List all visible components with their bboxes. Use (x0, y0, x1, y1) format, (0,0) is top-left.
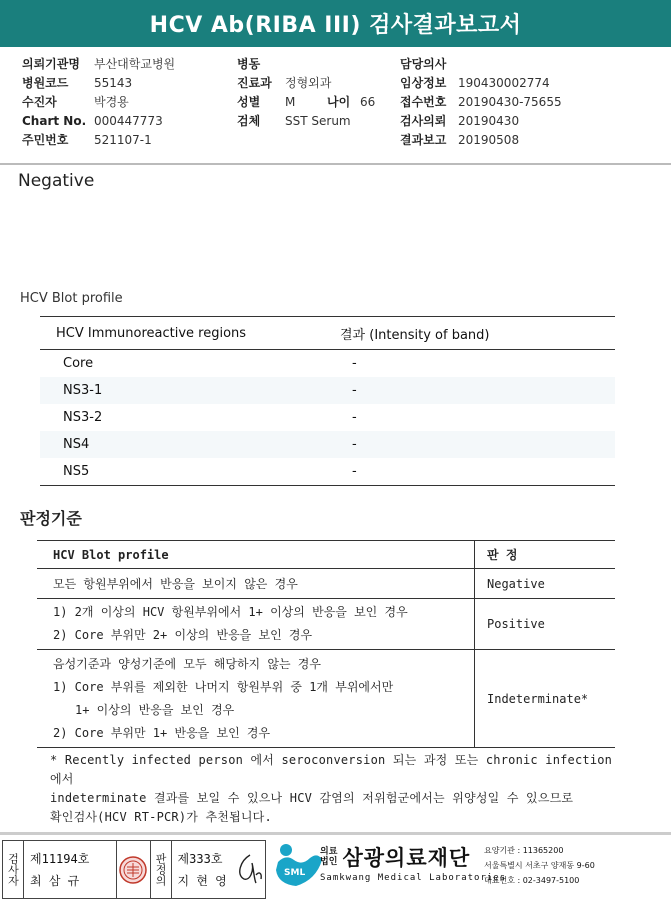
blot-profile-title: HCV Blot profile (20, 291, 123, 306)
table-row (40, 431, 615, 458)
criteria-line: 1+ 이상의 반응을 보인 경우 (75, 702, 235, 717)
confirmer-info (172, 841, 265, 898)
value-specimen: SST Serum (285, 114, 351, 128)
region-cell: Core (63, 356, 94, 371)
criteria-judgement: Indeterminate* (475, 650, 616, 748)
region-cell: NS3-1 (63, 383, 103, 398)
org-name: 삼광의료재단 (342, 846, 471, 870)
footer-divider (0, 832, 671, 835)
criteria-line: 음성기준과 양성기준에 모두 해당하지 않는 경우 (53, 656, 321, 671)
criteria-text (37, 650, 475, 748)
value-age: 66 (360, 95, 376, 109)
signature-box (2, 840, 266, 899)
criteria-line: 1) 2개 이상의 HCV 항원부위에서 1+ 이상의 반응을 보인 경우 (53, 605, 408, 619)
patient-info-col3 (400, 55, 562, 150)
org-english-name: Samkwang Medical Laboratories (320, 873, 507, 883)
report-title: HCV Ab(RIBA III) 검사결과보고서 (149, 13, 522, 38)
value-receipt-no: 20190430-75655 (458, 95, 562, 109)
header-regions: HCV Immunoreactive regions (56, 325, 247, 341)
region-cell: NS5 (63, 464, 90, 479)
org-prefix-line1: 의료 (320, 847, 338, 857)
org-prefix-line2: 법인 (320, 857, 338, 867)
value-hospital-code: 55143 (94, 76, 133, 90)
handwritten-signature-icon (232, 849, 266, 889)
criteria-table (37, 540, 615, 748)
value-institution: 부산대학교병원 (94, 57, 176, 71)
criteria-title: 판정기준 (20, 509, 82, 528)
label-clinical-info: 임상정보 (400, 76, 447, 90)
criteria-row-positive (37, 599, 615, 650)
confirmer-name: 지 현 영 (177, 873, 227, 888)
label-doctor: 담당의사 (400, 57, 447, 71)
footnote (50, 751, 620, 827)
table-row (40, 377, 615, 404)
criteria-header-row (37, 541, 615, 569)
criteria-row-indeterminate (37, 650, 615, 748)
value-sex: M (285, 95, 296, 109)
label-age: 나이 (327, 95, 351, 109)
label-resident-no: 주민번호 (22, 133, 69, 147)
criteria-row-negative (37, 569, 615, 599)
value-chart-no: 000447773 (94, 114, 163, 128)
criteria-header-judgement: 판 정 (475, 541, 616, 569)
label-specimen: 검체 (237, 114, 261, 128)
blot-table-body (40, 350, 615, 486)
footnote-line: 확인검사(HCV RT-PCR)가 추천됩니다. (50, 810, 272, 824)
intensity-cell: - (352, 383, 357, 398)
label-sex: 성별 (237, 95, 261, 109)
criteria-line: 1) Core 부위를 제외한 나머지 항원부위 중 1개 부위에서만 (53, 679, 394, 694)
footnote-line: * Recently infected person 에서 seroconversion 되는 과정 또는 chronic infection 에서 (50, 753, 613, 786)
value-department: 정형외과 (285, 76, 332, 90)
confirmer-label: 판정의 (151, 841, 172, 898)
logo-text: SML (284, 868, 306, 878)
value-patient: 박경용 (94, 95, 129, 109)
label-receipt-no: 접수번호 (400, 95, 447, 109)
blot-table-header (40, 316, 615, 350)
label-report-date: 결과보고 (400, 133, 447, 147)
header-intensity: 결과 (Intensity of band) (340, 327, 490, 343)
patient-info-col1 (22, 55, 175, 150)
org-prefix (320, 847, 337, 867)
inspector-license-no: 제11194호 (30, 851, 90, 866)
value-clinical-info: 190430002774 (458, 76, 550, 90)
criteria-header-profile: HCV Blot profile (37, 541, 475, 569)
intensity-cell: - (352, 464, 357, 479)
label-request-date: 검사의뢰 (400, 114, 447, 128)
table-row (40, 404, 615, 431)
contact-info (484, 843, 595, 888)
table-row (40, 458, 615, 486)
header-divider (0, 163, 671, 165)
label-institution: 의뢰기관명 (22, 57, 80, 71)
table-row (40, 350, 615, 377)
sml-logo-icon (272, 840, 326, 892)
label-chart-no: Chart No. (22, 114, 87, 128)
region-cell: NS4 (63, 437, 90, 452)
criteria-text: 모든 항원부위에서 반응을 보이지 않은 경우 (37, 569, 475, 599)
footnote-line: indeterminate 결과를 보일 수 있으나 HCV 감염의 저위험군에서는 위양성일 수 있으므로 (50, 791, 574, 805)
value-resident-no: 521107-1 (94, 133, 152, 147)
label-ward: 병동 (237, 57, 261, 71)
patient-info-col2 (237, 55, 375, 131)
address: 서울특별시 서초구 양재동 9-60 (484, 861, 595, 870)
inspector-info (24, 841, 117, 898)
criteria-judgement: Positive (475, 599, 616, 650)
intensity-cell: - (352, 437, 357, 452)
intensity-cell: - (352, 356, 357, 371)
blot-profile-table (40, 316, 615, 486)
intensity-cell: - (352, 410, 357, 425)
inspector-seal (117, 841, 151, 898)
criteria-judgement: Negative (475, 569, 616, 599)
report-title-bar (0, 0, 671, 47)
value-report-date: 20190508 (458, 133, 520, 147)
overall-result: Negative (18, 171, 95, 191)
red-seal-icon (118, 855, 148, 885)
inspector-label: 검사자 (3, 841, 24, 898)
criteria-text (37, 599, 475, 650)
criteria-line: 2) Core 부위만 1+ 반응을 보인 경우 (53, 725, 271, 740)
confirmer-license-no: 제333호 (177, 851, 223, 866)
facility-code: 요양기관 : 11365200 (484, 846, 564, 855)
inspector-name: 최 삼 규 (30, 873, 80, 888)
organization (320, 842, 506, 883)
value-request-date: 20190430 (458, 114, 520, 128)
label-department: 진료과 (237, 76, 272, 90)
phone: 대표번호 : 02-3497-5100 (484, 876, 580, 885)
region-cell: NS3-2 (63, 410, 103, 425)
label-patient: 수진자 (22, 95, 57, 109)
criteria-line: 2) Core 부위만 2+ 이상의 반응을 보인 경우 (53, 628, 313, 642)
label-hospital-code: 병원코드 (22, 76, 69, 90)
